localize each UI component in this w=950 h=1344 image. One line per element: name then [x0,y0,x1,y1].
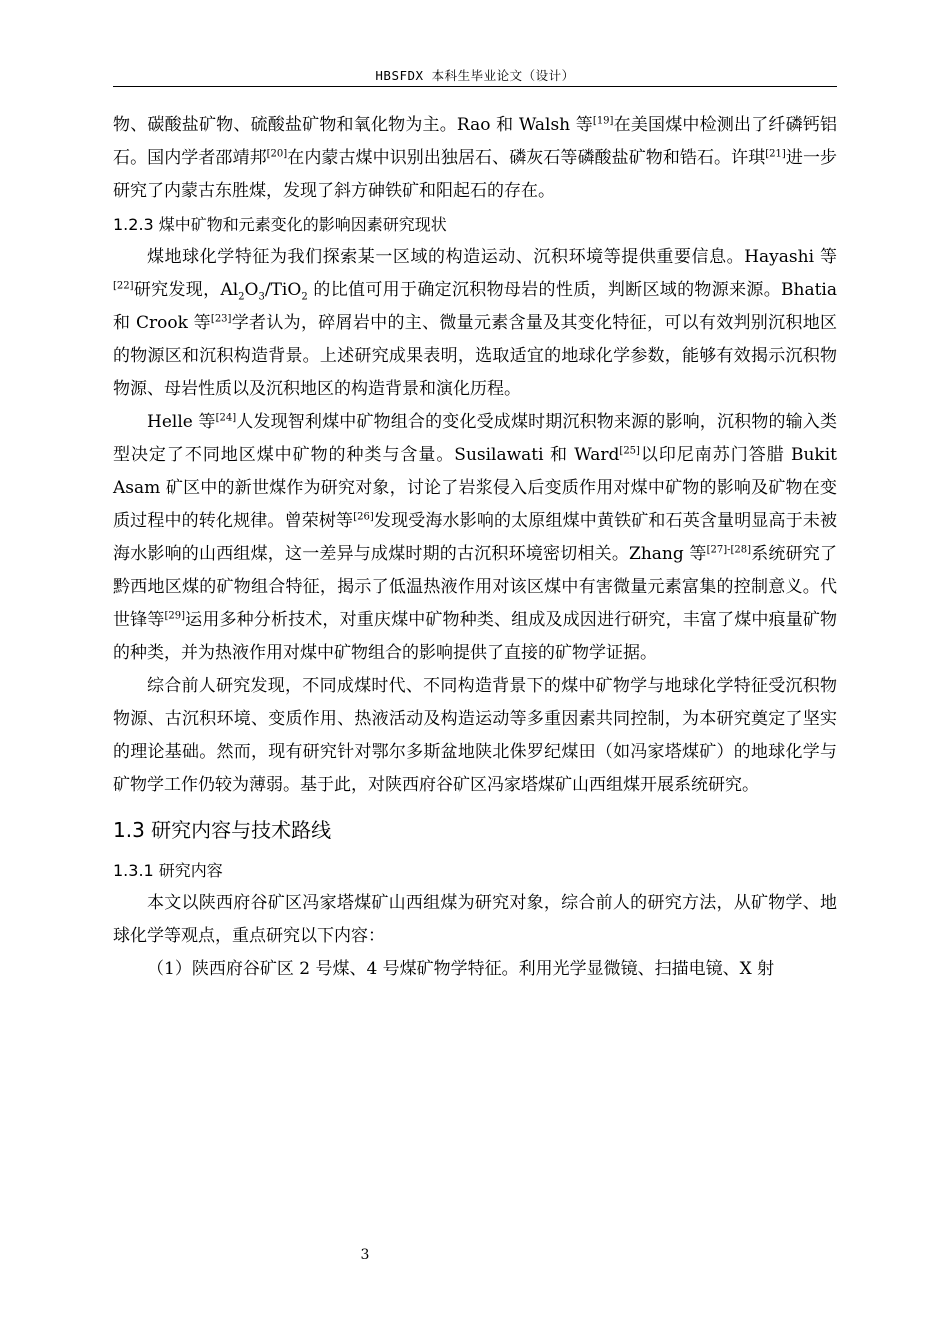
citation-ref: [23] [210,313,232,325]
section-heading-1-3-1: 1.3.1 研究内容 [113,861,223,880]
section-heading-1-3: 1.3 研究内容与技术路线 [113,818,332,842]
citation-ref: [19] [592,115,614,127]
text-run: 人发现智利煤中矿物组合的变化受成煤时期沉积物来源的影响，沉积物的输入类型决定了不同地区煤中矿物的种类与含量。Susilawati 和 Ward [113,412,837,465]
subscript: 3 [258,291,265,303]
citation-ref: [20] [266,148,288,160]
paragraph-2 [113,241,837,406]
citation-ref: [24] [215,412,237,424]
citation-ref: [25] [619,445,640,457]
text-run: 发现受海水影响的太原组煤中黄铁矿和石英含量明显高于未被海水影响的山西组煤，这一差异与成煤时期的古沉积环境密切相关。Zhang 等 [113,511,838,564]
subscript: 2 [301,291,308,303]
text-run: 在内蒙古煤中识别出独居石、磷灰石等磷酸盐矿物和锆石。许琪 [287,148,766,168]
citation-ref: [29] [164,610,186,622]
text-run: 物、碳酸盐矿物、硫酸盐矿物和氧化物为主。Rao 和 Walsh 等 [113,115,593,135]
body-content [113,109,837,986]
text-run: 进一步研究了内蒙古东胜煤，发现了斜方砷铁矿和阳起石的存在。 [113,148,838,201]
text-run: 系统研究了黔西地区煤的矿物组合特征，揭示了低温热液作用对该区煤中有害微量元素富集的控制意义。代世锋等 [113,544,838,630]
citation-ref: [27]-[28] [706,544,751,556]
paragraph-1 [113,109,837,208]
text-run: 在美国煤中检测出了纤磷钙铝石。国内学者邵靖邦 [113,115,838,168]
text-run: /TiO [264,280,302,300]
text-run: Helle 等 [147,412,216,432]
paragraph-6: （1）陕西府谷矿区 2 号煤、4 号煤矿物学特征。利用光学显微镜、扫描电镜、X 射 [147,959,775,979]
page-number: 3 [360,1247,370,1263]
text-run: 学者认为，碎屑岩中的主、微量元素含量及其变化特征，可以有效判别沉积地区的物源区和沉积构造背景。上述研究成果表明，选取适宜的地球化学参数，能够有效揭示沉积物物源、母岩性质以及沉积地区的构造背景和演化历程。 [113,313,837,399]
text-run: 的比值可用于确定沉积物母岩的性质，判断区域的物源来源。Bhatia 和 Crook 等 [113,280,838,333]
paragraph-3 [113,406,837,670]
text-run: 煤地球化学特征为我们探索某一区域的构造运动、沉积环境等提供重要信息。Hayashi 等 [147,247,837,267]
paragraph-4: 综合前人研究发现，不同成煤时代、不同构造背景下的煤中矿物学与地球化学特征受沉积物物源、古沉积环境、变质作用、热液活动及构造运动等多重因素共同控制，为本研究奠定了坚实的理论基础。然而，现有研究针对鄂尔多斯盆地陕北侏罗纪煤田（如冯家塔煤矿）的地球化学与矿物学工作仍较为薄弱。基于此，对陕西府谷矿区冯家塔煤矿山西组煤开展系统研究。 [113,676,837,795]
citation-ref: [26] [353,511,374,523]
paragraph-5: 本文以陕西府谷矿区冯家塔煤矿山西组煤为研究对象，综合前人的研究方法，从矿物学、地球化学等观点，重点研究以下内容： [113,893,837,946]
citation-ref: [22] [113,280,134,292]
text-run: 以印尼南苏门答腊 Bukit Asam 矿区中的新世煤作为研究对象，讨论了岩浆侵入后变质作用对煤中矿物的影响及矿物在变质过程中的转化规律。曾荣树等 [113,445,837,531]
text-run: 运用多种分析技术，对重庆煤中矿物种类、组成及成因进行研究，丰富了煤中痕量矿物的种类，并为热液作用对煤中矿物组合的影响提供了直接的矿物学证据。 [113,610,838,663]
text-run: 研究发现，Al [133,280,239,300]
running-header: HBSFDX 本科生毕业论文（设计） [375,68,575,83]
subscript: 2 [238,291,245,303]
citation-ref: [21] [765,148,786,160]
text-run: O [244,280,259,300]
header-rule [113,86,837,87]
section-heading-1-2-3: 1.2.3 煤中矿物和元素变化的影响因素研究现状 [113,215,447,234]
